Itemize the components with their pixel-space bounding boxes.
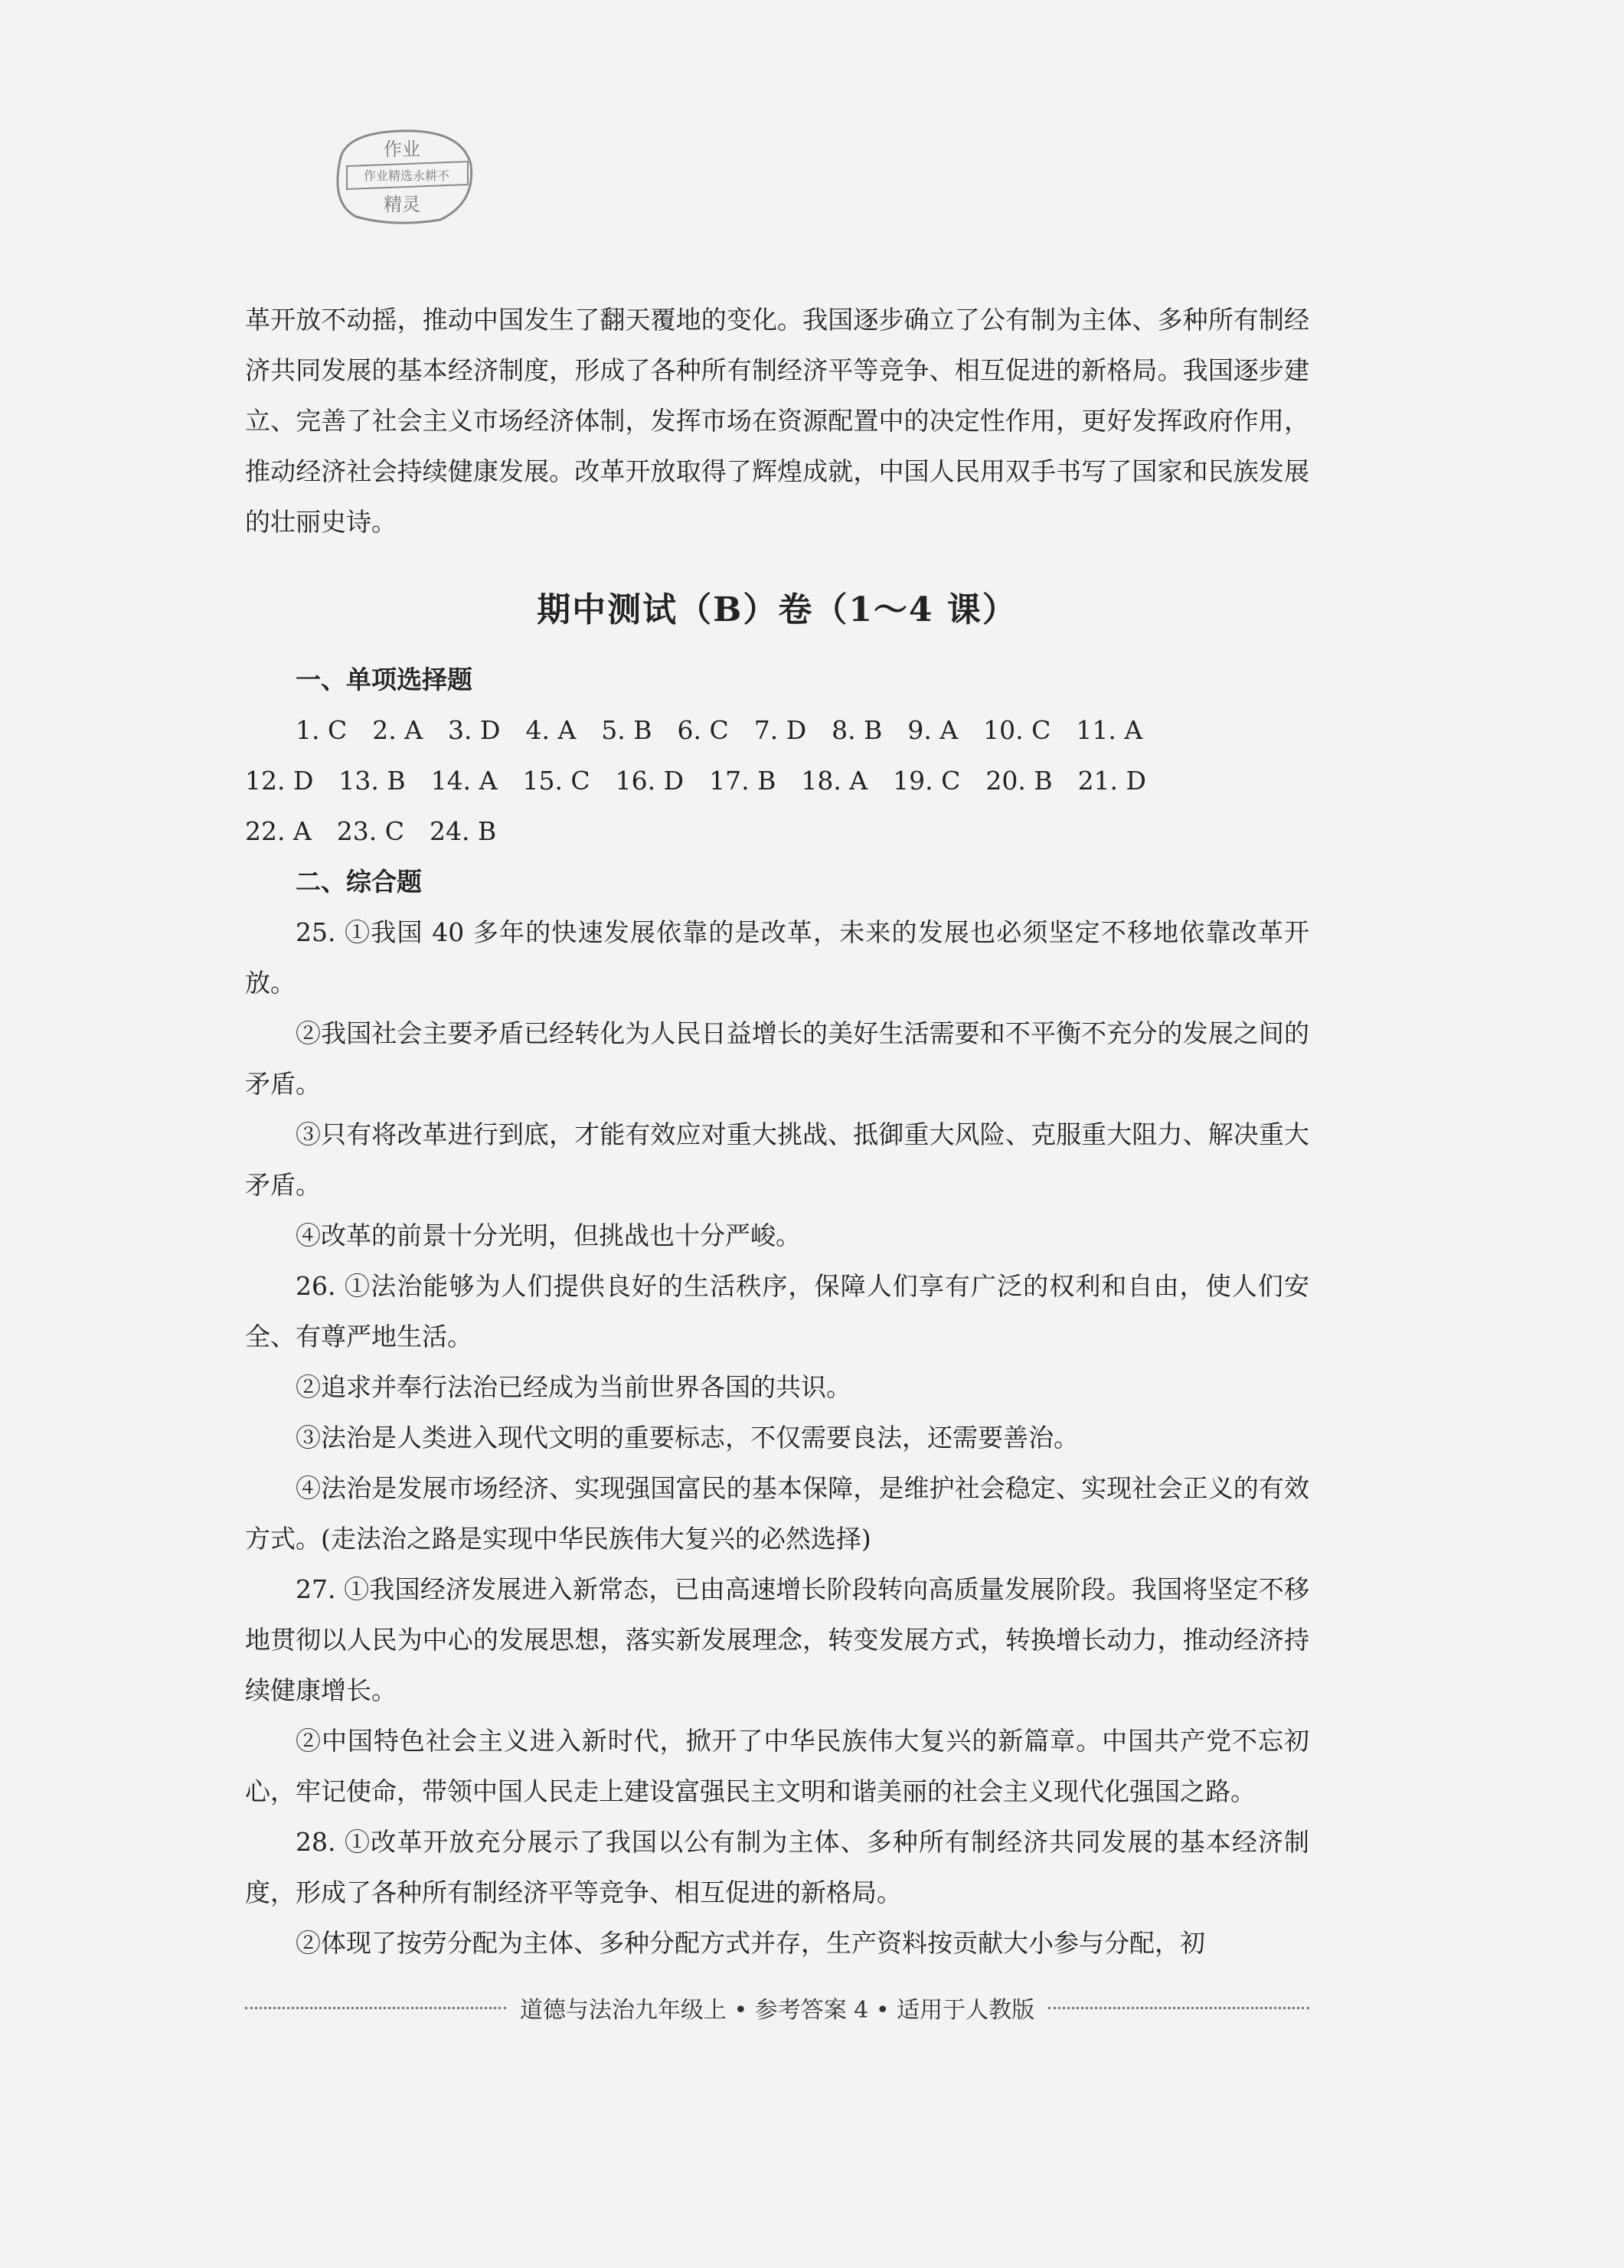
answers-line-3: 22. A 23. C 24. B bbox=[245, 816, 497, 846]
q27-point-1: 27. ①我国经济发展进入新常态，已由高速增长阶段转向高质量发展阶段。我国将坚定不移地贯彻以人民为中心的发展思想，落实新发展理念，转变发展方式，转换增长动力，推动经济持续健康增长。 bbox=[245, 1574, 1309, 1705]
svg-text:作业: 作业 bbox=[384, 139, 420, 160]
q25-point-3: ③只有将改革进行到底，才能有效应对重大挑战、抵御重大风险、克服重大阻力、解决重大矛盾。 bbox=[245, 1119, 1309, 1200]
q28-point-1: 28. ①改革开放充分展示了我国以公有制为主体、多种所有制经济共同发展的基本经济制度，形成了各种所有制经济平等竞争、相互促进的新格局。 bbox=[245, 1827, 1309, 1907]
intro-paragraph: 革开放不动摇，推动中国发生了翻天覆地的变化。我国逐步确立了公有制为主体、多种所有制经济共同发展的基本经济制度，形成了各种所有制经济平等竞争、相互促进的新格局。我国逐步建立、完善了社会主义市场经济体制，发挥市场在资源配置中的决定性作用，更好发挥政府作用，推动经济社会持续健康发展。改革开放取得了辉煌成就，中国人民用双手书写了国家和民族发展的壮丽史诗。 bbox=[245, 305, 1309, 537]
q28-point-2: ②体现了按劳分配为主体、多种分配方式并存，生产资料按贡献大小参与分配，初 bbox=[296, 1928, 1205, 1958]
q26-point-2: ②追求并奉行法治已经成为当前世界各国的共识。 bbox=[296, 1372, 851, 1402]
q27-point-2: ②中国特色社会主义进入新时代，掀开了中华民族伟大复兴的新篇章。中国共产党不忘初心，牢记使命，带领中国人民走上建设富强民主文明和谐美丽的社会主义现代化强国之路。 bbox=[245, 1726, 1309, 1806]
answers-line-2: 12. D 13. B 14. A 15. C 16. D 17. B 18. A 19. C 20. B 21. D bbox=[245, 766, 1146, 796]
q26-point-4: ④法治是发展市场经济、实现强国富民的基本保障，是维护社会稳定、实现社会正义的有效方式。(走法治之路是实现中华民族伟大复兴的必然选择) bbox=[245, 1473, 1309, 1554]
homework-stamp-logo bbox=[325, 126, 479, 226]
section-title: 期中测试（B）卷（1～4 课） bbox=[537, 590, 1018, 629]
page-content bbox=[245, 295, 1309, 1969]
q25-point-1: 25. ①我国 40 多年的快速发展依靠的是改革，未来的发展也必须坚定不移地依靠改革开放。 bbox=[245, 917, 1309, 998]
q25-point-2: ②我国社会主要矛盾已经转化为人民日益增长的美好生活需要和不平衡不充分的发展之间的矛盾。 bbox=[245, 1018, 1309, 1099]
footer-text: 道德与法治九年级上 • 参考答案 4 • 适用于人教版 bbox=[519, 1997, 1035, 2024]
svg-text:作业精选永耕不: 作业精选永耕不 bbox=[363, 168, 450, 183]
answers-line-1: 1. C 2. A 3. D 4. A 5. B 6. C 7. D 8. B 9. A 10. C 11. A bbox=[296, 715, 1143, 745]
q26-point-1: 26. ①法治能够为人们提供良好的生活秩序，保障人们享有广泛的权利和自由，使人们安全、有尊严地生活。 bbox=[245, 1271, 1309, 1351]
part1-heading: 一、单项选择题 bbox=[296, 665, 472, 694]
page-footer bbox=[245, 1991, 1309, 2025]
footer-dots-right bbox=[1048, 2007, 1309, 2009]
part2-heading: 二、综合题 bbox=[296, 867, 422, 897]
q25-point-4: ④改革的前景十分光明，但挑战也十分严峻。 bbox=[296, 1221, 801, 1250]
svg-text:精灵: 精灵 bbox=[384, 194, 420, 215]
q26-point-3: ③法治是人类进入现代文明的重要标志，不仅需要良法，还需要善治。 bbox=[296, 1423, 1079, 1453]
footer-dots-left bbox=[245, 2007, 506, 2009]
